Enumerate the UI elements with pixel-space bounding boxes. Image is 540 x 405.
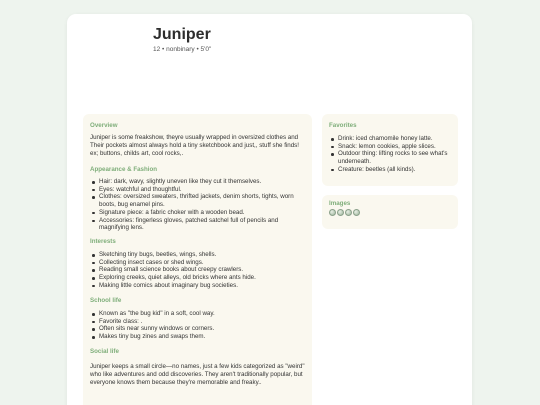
list-item: Snack: lemon cookies, apple slices. — [329, 143, 454, 151]
main-info-panel — [83, 114, 312, 405]
interests-heading: Interests — [90, 238, 116, 245]
profile-card — [67, 14, 472, 405]
overview-heading: Overview — [90, 122, 118, 129]
list-item: Eyes: watchful and thoughtful. — [90, 186, 308, 194]
social-text: Juniper keeps a small circle—no names, just a few kids categorized as "weird" who like adventures and odd discoveries. They aren't traditionally popular, but everyone knows them because they're memorable and freaky.. — [90, 363, 305, 386]
list-item: Accessories: fingerless gloves, patched satchel full of pencils and magnifying lens. — [90, 217, 308, 232]
interests-list — [90, 251, 308, 290]
list-item: Sketching tiny bugs, beetles, wings, shells. — [90, 251, 308, 259]
list-item: Known as "the bug kid" in a soft, cool way. — [90, 310, 308, 318]
appearance-list — [90, 178, 308, 232]
social-heading: Social life — [90, 348, 119, 355]
profile-name: Juniper — [153, 26, 211, 43]
profile-subtitle: 12 • nonbinary • 5'0" — [153, 46, 212, 53]
list-item: Signature piece: a fabric choker with a wooden bead. — [90, 209, 308, 217]
list-item: Often sits near sunny windows or corners. — [90, 325, 308, 333]
image-thumbnail[interactable] — [345, 209, 352, 216]
school-list — [90, 310, 308, 341]
list-item: Favorite class: . — [90, 318, 308, 326]
list-item: Reading small science books about creepy crawlers. — [90, 266, 308, 274]
list-item: Collecting insect cases or shed wings. — [90, 259, 308, 267]
images-panel — [322, 195, 458, 229]
list-item: Exploring creeks, quiet alleys, old bricks where ants hide. — [90, 274, 308, 282]
image-thumbnails — [329, 209, 360, 216]
list-item: Outdoor thing: lifting rocks to see what's underneath. — [329, 150, 454, 165]
favorites-list — [329, 135, 454, 174]
list-item: Clothes: oversized sweaters, thrifted jackets, denim shorts, tights, worn boots, bug enamel pins. — [90, 193, 308, 208]
favorites-panel — [322, 114, 458, 186]
school-heading: School life — [90, 297, 122, 304]
list-item: Creature: beetles (all kinds). — [329, 166, 454, 174]
favorites-heading: Favorites — [329, 122, 357, 129]
list-item: Drink: iced chamomile honey latte. — [329, 135, 454, 143]
image-thumbnail[interactable] — [353, 209, 360, 216]
images-heading: Images — [329, 200, 351, 207]
list-item: Making little comics about imaginary bug societies. — [90, 282, 308, 290]
image-thumbnail[interactable] — [337, 209, 344, 216]
appearance-heading: Appearance & Fashion — [90, 166, 158, 173]
list-item: Hair: dark, wavy, slightly uneven like they cut it themselves. — [90, 178, 308, 186]
image-thumbnail[interactable] — [329, 209, 336, 216]
overview-text: Juniper is some freakshow, theyre usually wrapped in oversized clothes and Their pockets almost always hold a tiny sketchbook and just,, stuff she finds! ex; buttons, childs art, cool rocks,. — [90, 134, 299, 157]
list-item: Makes tiny bug zines and swaps them. — [90, 333, 308, 341]
